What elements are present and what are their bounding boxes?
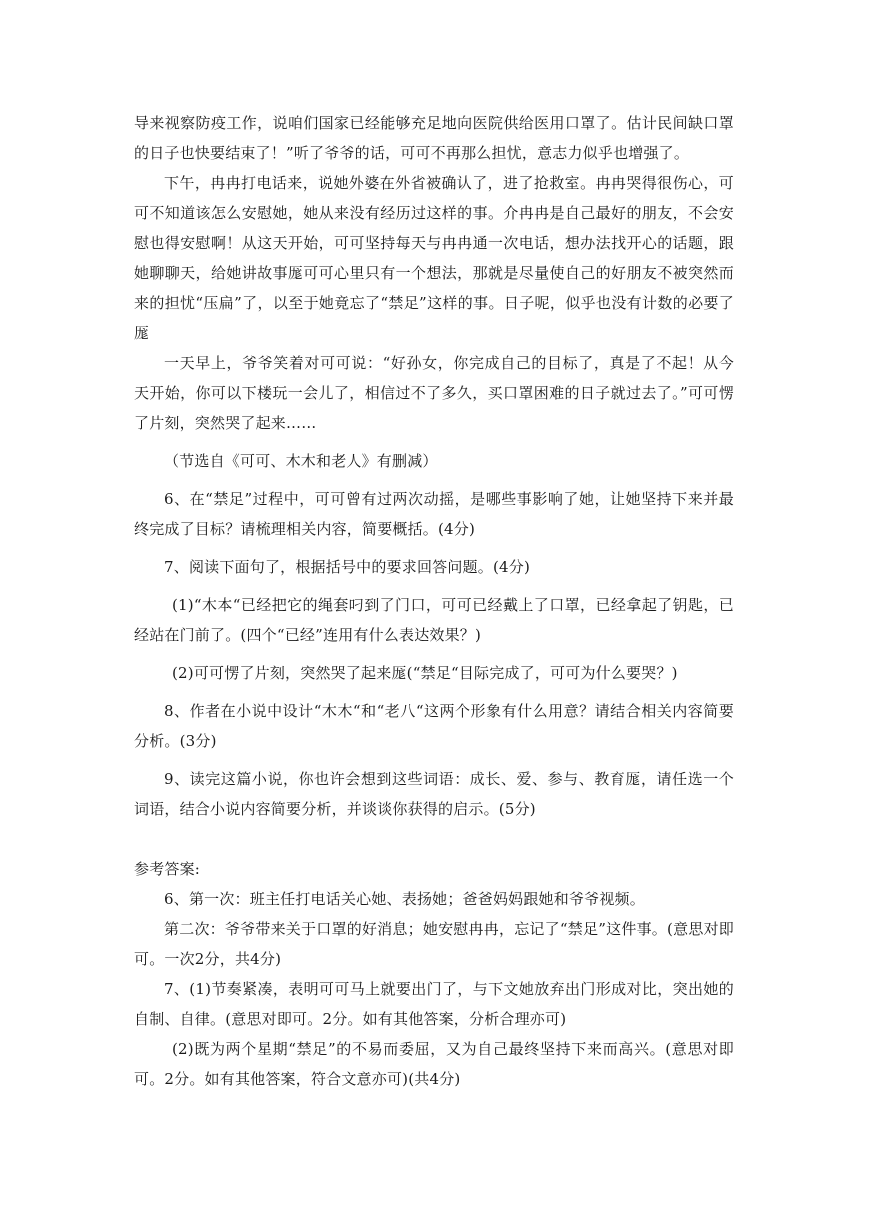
answer-6-second: 第二次：爷爷带来关于口罩的好消息；她安慰冉冉，忘记了“禁足”这件事。(意思对即可。一次2分，共4分) <box>134 920 734 968</box>
story-paragraph-3: 一天早上，爷爷笑着对可可说：“好孙女，你完成自己的目标了，真是了不起！从今天开始，你可以下楼玩一会儿了，相信过不了多久，买口罩困难的日子就过去了。”可可愣了片刻，突然哭了起来…… <box>134 354 734 432</box>
answer-7-part-2: (2)既为两个星期“禁足”的不易而委屈，又为自己最终坚持下来而高兴。(意思对即可。2分。如有其他答案，符合文意亦可)(共4分) <box>134 1040 734 1088</box>
story-paragraph-1: 导来视察防疫工作，说咱们国家已经能够充足地向医院供给医用口罩了。估计民间缺口罩的日子也快要结束了！”听了爷爷的话，可可不再那么担忧，意志力似乎也增强了。 <box>134 114 734 162</box>
question-7-part-1: (1)“木本“已经把它的绳套叼到了门口，可可已经戴上了口罩，已经拿起了钥匙，已经站在门前了。(四个“已经”连用有什么表达效果？) <box>134 596 734 644</box>
question-6: 6、在“禁足”过程中，可可曾有过两次动摇，是哪些事影响了她，让她坚持下来并最终完成了目标？请梳理相关内容，简要概括。(4分) <box>134 490 734 538</box>
answers-heading: 参考答案: <box>134 860 201 878</box>
question-7-part-2: (2)可可愣了片刻，突然哭了起来厖(“禁足“目际完成了，可可为什么要哭？) <box>172 664 678 682</box>
answer-6-first: 6、第一次：班主任打电话关心她、表扬她；爸爸妈妈跟她和爷爷视频。 <box>164 890 645 908</box>
question-7: 7、阅读下面句了，根据括号中的要求回答问题。(4分) <box>164 558 530 576</box>
question-8: 8、作者在小说中设计“木木“和“老八“这两个形象有什么用意？请结合相关内容简要分析。(3分) <box>134 702 734 750</box>
answer-7-part-1: 7、(1)节奏紧凑，表明可可马上就要出门了，与下文她放弃出门形成对比，突出她的自制、自律。(意思对即可。2分。如有其他答案，分析合理亦可) <box>134 980 734 1028</box>
document-body <box>134 108 734 1094</box>
story-source: （节选自《可可、木木和老人》有删减） <box>164 452 438 470</box>
story-paragraph-2: 下午，冉冉打电话来，说她外婆在外省被确认了，进了抢救室。冉冉哭得很伤心，可可不知道该怎么安慰她，她从来没有经历过这样的事。介冉冉是自己最好的朋友，不会安慰也得安慰啊！从这天开始，可可坚持每天与冉冉通一次电话，想办法找开心的话题，跟她聊聊天，给她讲故事厖可可心里只有一个想法，那就是尽量使自己的好朋友不被突然而来的担忧“压扁”了，以至于她竟忘了“禁足”这样的事。日子呢，似乎也没有计数的必要了厖 <box>134 174 734 342</box>
question-9: 9、读完这篇小说，你也许会想到这些词语：成长、爱、参与、教育厖，请任选一个词语，结合小说内容简要分析，并谈谈你获得的启示。(5分) <box>134 770 734 818</box>
